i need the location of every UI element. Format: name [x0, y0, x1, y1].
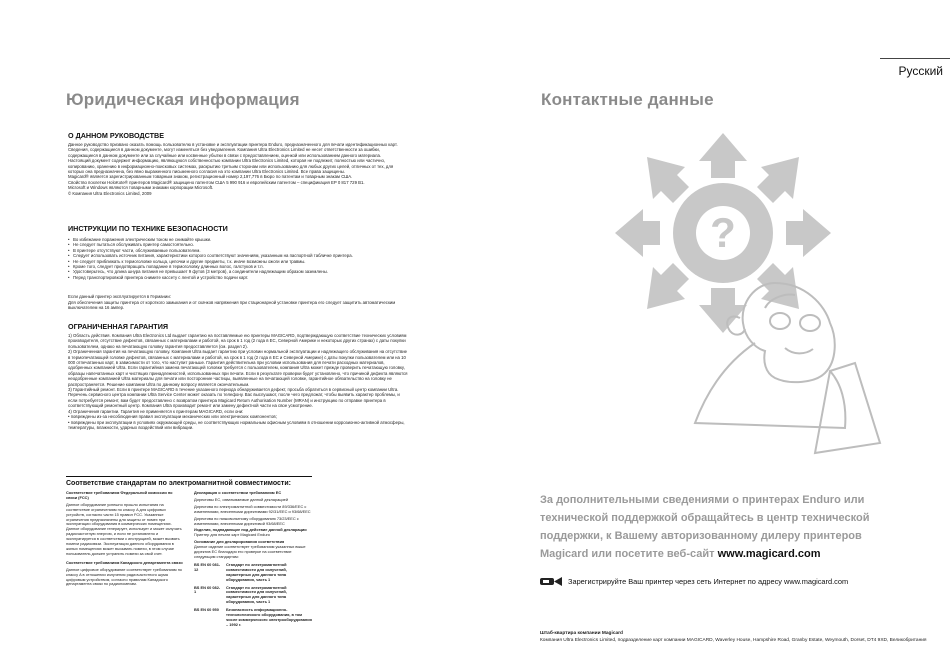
fcc-title: Соответствие требованиям Федеральной комиссии по связи (FCC) — [66, 490, 173, 500]
safety-item: • Удостоверьтесь, что длина шнура питания не превышает 9 футов (3 метров), а соединители надлежащим образом заземлены. — [68, 269, 408, 274]
warranty-section — [68, 322, 408, 430]
about-paragraph: Свойство похлетки HoloKote® принтеров Magicard® защищено патентом США 5 990 916 и европейским патентом – спецификация EP 0 817 729 B1. — [68, 179, 365, 185]
germany-note-line: Для обеспечения защиты принтера от короткого замыкания и от скачков напряжения при стационарной установке принтера его следует защитить автоматическим выключателем на 16 ампер. — [68, 299, 396, 311]
warranty-item: 2) Ограниченная гарантия на печатающую головку. Компания Ultra выдает гарантию при условии нормальной эксплуатации и надлежащего обслуживания на отсутствие в термопечатающей головке дефектов, связанных с материалами и работой, на срок в 1 год (2 года в ЕС и Северной Америке) с даты покупки пользователем или на 10 000 отпечатанных карт, в зависимости от того, что наступит раньше. Гарантия действительна при условии использования для печати расходных материалов, одобренных компанией Ultra. Если гарантийная замена печатающей головки требуется с пользователем, компания Ultra может прежде проверить печатающую головку, образцы напечатанных карт и чистящих принадлежностей, использованных при печати. Если в результате проверки будет установлено, что причиной дефекта являются неодобренные компанией Ultra материалы для печати или посторонние частицы, выявленные на печатающей головке, гарантийное обязательство на головку не распространяется. Решение компании Ultra по данному вопросу является окончательным. — [68, 349, 408, 387]
about-title: О ДАННОМ РУКОВОДСТВЕ — [68, 131, 165, 140]
basis-text: Данное изделие соответствует требованиям указанных выше директив ЕС благодаря его проверке на соответствие следующим стандартам: — [194, 544, 306, 559]
contact-info — [540, 491, 900, 563]
standard-text: Стандарт по электромагнитной совместимости для излучений, характерных для данного типа оборудования, часть 1 — [226, 584, 287, 605]
safety-item: • Перед транспортировкой принтера снимите кассету с лентой и устройство подачи карт. — [68, 275, 408, 280]
standard-text: Стандарт по электромагнитной совместимости для излучений, характерных для данного типа оборудования, часть 1 — [226, 561, 287, 582]
warranty-item: • повреждены из-за несоблюдения правил эксплуатации механических или электрических компонентов; — [68, 414, 277, 420]
about-paragraph: Сведения, содержащиеся в данном документе, могут изменяться без уведомления. Компания Ultra Electronics Limited не несет ответственности за ошибки, содержащиеся в данном документе или за случайные или косвенные убытки в связи с предоставлением, оценкой или использованием данного материала. — [68, 147, 382, 158]
legal-heading: Юридическая информация — [66, 90, 300, 109]
register-row — [540, 577, 848, 586]
right-page — [475, 0, 950, 670]
germany-note-line: Если данный принтер эксплуатируется в Германии: — [68, 294, 171, 300]
hq-title: Штаб-квартира компании Magicard — [540, 631, 623, 636]
about-paragraph: Настоящий документ содержит информацию, являющуюся собственностью компании Ultra Electronics Limited, которая не подлежит, полностью или частично, копированию, хранению в информационно-поисковых системах, раскрытию третьим сторонам или использованию для любых других целей, отличных от тех, для которых она предназначена, без явно выраженного письменного согласия на это компании Ultra Electronics Limited. Все права защищены. — [68, 158, 394, 175]
safety-title: ИНСТРУКЦИИ ПО ТЕХНИКЕ БЕЗОПАСНОСТИ — [68, 224, 228, 233]
safety-item: • Следует использовать источник питания, характеристики которого соответствуют значениям, указанным на паспортной табличке принтера. — [68, 253, 408, 258]
emc-right-column — [194, 491, 312, 628]
safety-section — [68, 224, 408, 310]
warranty-text — [68, 333, 408, 430]
basis-title: Основание для декларирования соответствия — [194, 539, 285, 545]
germany-note — [68, 294, 408, 310]
hq-address: Компания Ultra Electronics Limited, подразделение карт компании MAGICARD, Waverley House, Hampshire Road, Granby Estate, Weymouth, Dorset, DT4 9XD, Великобритания — [540, 638, 927, 643]
ec-line: Директива по электромагнитной совместимости 89/336/EEC с изменениями, внесенными директивами 92/31/EEC и 93/68/EEC — [194, 503, 311, 514]
website-link[interactable]: www.magicard.com — [717, 548, 821, 560]
warranty-item: 4) Ограничения гарантии. Гарантия не применяется к принтерам MAGICARD, если они: — [68, 408, 244, 414]
emc-left-column — [66, 491, 184, 587]
emc-title: Соответствие стандартам по электромагнитной совместимости: — [66, 480, 291, 487]
products-text: Принтер для печати карт Magicard Enduro — [194, 532, 270, 538]
safety-list — [68, 237, 408, 280]
standard-text: Безопасность информационно-технологического оборудования, в том числе коммерческого электрооборудования – 1992 г. — [226, 607, 312, 627]
warranty-item: • повреждены при эксплуатации в условиях окружающей среды, не соответствующих нормальным офисным условиям в отношении коррозионно-активной атмосферы, температуры, влажности, ударных воздействий или вибрации. — [68, 419, 405, 430]
about-paragraph: Данное руководство призвано оказать помощь пользователю в установке и эксплуатации принтера Enduro, предназначенного для печати идентификационных карт. — [68, 142, 398, 147]
language-divider — [880, 58, 950, 59]
ec-line: Директива по низковольтному оборудованию 73/23/EEC с изменениями, внесенными директивой 93/68/EEC — [194, 515, 299, 526]
language-label: Русский — [898, 64, 943, 78]
standard-row — [194, 563, 312, 583]
question-mark-icon: ? — [710, 209, 736, 256]
emc-box — [66, 476, 312, 654]
canada-text: Данное цифровое оборудование соответствует требованиям по классу A в отношении излучения радиочастотного шума цифровым устройством, согласно правилам Канадского департамента связи по радиопомехам. — [66, 566, 182, 587]
standard-row — [194, 586, 312, 606]
register-text: Зарегистрируйте Ваш принтер через сеть Интернет по адресу www.magicard.com — [568, 577, 849, 586]
about-text — [68, 142, 408, 196]
about-paragraph: Microsoft и Windows являются товарными знаками корпорации Microsoft. — [68, 185, 214, 191]
help-illustration — [615, 133, 885, 458]
ec-line: Директивы ЕС, охватываемые данной декларацией — [194, 496, 288, 502]
warranty-item: 3) Гарантийный ремонт. Если в принтере MAGICARD в течение указанного периода обнаруживается дефект, просьба обратиться в сервисный центр компании Ultra. Перечень сервисного центра компании Ultra Service Center может оказать по телефону. Вас выслушают, после чего предложат, чтобы выявить характер проблемы, и если потребуется ремонт, вам будет предоставлено с возвратом принтера Magicard Return Authorisation Number (MRAN) и инструкцию по отправке принтера в соответствующий ремонтный центр. Компания Ultra производит ремонт или замену дефектной части на свое усмотрение. — [68, 387, 400, 409]
safety-item: • В принтере отсутствуют части, обслуживаемые пользователем. — [68, 248, 408, 253]
about-section — [68, 131, 408, 196]
standard-row — [194, 608, 312, 628]
safety-item: • Не следует пытаться обслуживать принтер самостоятельно. — [68, 242, 408, 247]
standard-code: BS EN 60 950 — [194, 607, 219, 613]
mouse-pointer-icon — [540, 577, 562, 586]
warranty-title: ОГРАНИЧЕННАЯ ГАРАНТИЯ — [68, 322, 169, 331]
safety-item: • Не следует приближать к термоголовке кольца, цепочки и другие предметы, т.к. иначе возможны ожоги или травмы. — [68, 259, 408, 264]
contact-text: За дополнительными сведениями о принтерах Enduro или технической поддержкой обращайтесь в центр технической поддержки, к Вашему авторизованному дилеру принтеров Magicard или посетите веб-сайт — [540, 494, 870, 560]
headquarters — [540, 630, 940, 644]
safety-item: • Кроме того, следует предотвращать попадание в термоголовку длинных волос, галстуков и т.п. — [68, 264, 408, 269]
about-paragraph: Magicard® является зарегистрированным товарным знаком, регистрационный номер 2,197,776 в Бюро по патентам и товарным знакам США. — [68, 174, 353, 180]
fcc-text: Данное оборудование успешно прошло испытания на соответствие ограничениям по классу A для цифровых устройств, согласно части 15 правил FCC. Указанные ограничения предназначены для защиты от помех при эксплуатации оборудования в коммерческих помещениях. Данное оборудование генерирует, использует и может излучать радиочастотную энергию, и если не установлено и эксплуатируется в соответствии с инструкцией, может вызвать помехи радиосвязи. Эксплуатация данного оборудования в жилых помещениях может вызывать помехи, в этом случае пользователь должен устранить помехи за свой счет. — [66, 501, 182, 556]
products-title: Изделия, подпадающие под действие данной декларации — [194, 527, 307, 533]
canada-title: Соответствие требованиям Канадского департамента связи — [66, 559, 183, 565]
contacts-heading: Контактные данные — [541, 90, 714, 109]
ec-title: Декларация о соответствии требованиям ЕС — [194, 490, 282, 495]
about-paragraph: © Компания Ultra Electronics Limited, 2009 — [68, 190, 152, 196]
standard-code: BS EN 60 082-1 — [194, 584, 221, 595]
warranty-item: 1) Область действия. Компания Ultra Electronics Ltd выдает гарантию на поставляемые ею принтеры MAGICARD, подтверждающую соответствие технических условиям производителя, отсутствие дефектов, связанных с материалами и работой, на срок в 1 год (2 года в ЕС, Северной Америке и некоторых других странах) с даты покупки пользователем, однако на печатающую головку гарантия предоставляется (см. раздел 2). — [68, 333, 407, 349]
safety-item: • Во избежание поражения электрическим током не снимайте крышки. — [68, 237, 408, 242]
standard-code: BS EN 60 081-12 — [194, 561, 221, 572]
